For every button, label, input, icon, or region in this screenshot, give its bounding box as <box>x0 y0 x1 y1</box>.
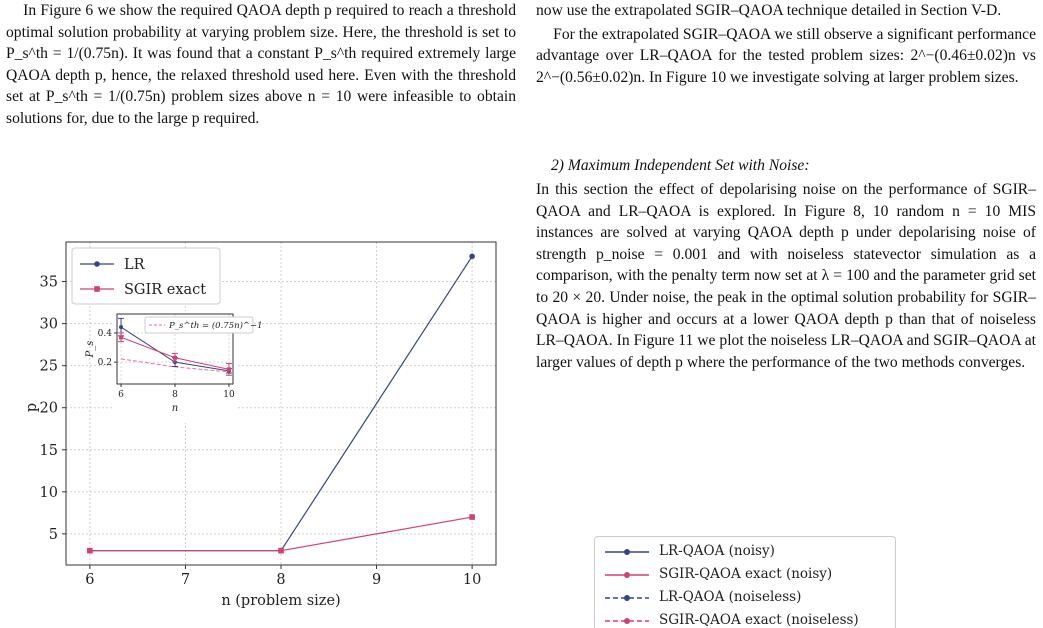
right-column <box>536 0 1036 88</box>
figure-8-legend <box>594 536 896 628</box>
inset-y-axis-label: P_s <box>85 340 96 358</box>
right-paragraph-1: For the extrapolated SGIR–QAOA we still observe a significant performance advantage over LR–QAOA for the tested problem sizes: 2^−(0.46±0.02)n vs 2^−(0.56±0.02)n. In Figure 10 we investigate solving at larger problem sizes. <box>536 25 1036 86</box>
legend-label: LR-QAOA (noisy) <box>659 543 775 559</box>
data-point <box>469 514 475 520</box>
inset-data-point <box>173 356 177 360</box>
legend-label: SGIR-QAOA exact (noiseless) <box>659 612 859 628</box>
legend-line-icon <box>603 614 653 628</box>
y-tick-label: 10 <box>39 484 58 501</box>
right-paragraph-0: now use the extrapolated SGIR–QAOA technique detailed in Section V-D. <box>536 2 1002 19</box>
y-tick-label: 5 <box>48 526 58 543</box>
inset-y-tick-label: 0.2 <box>97 358 112 369</box>
legend-line-icon <box>603 568 653 582</box>
data-point <box>469 253 475 259</box>
data-point <box>278 548 284 554</box>
legend-item-sgir-noisy <box>595 564 895 588</box>
x-tick-label: 6 <box>85 572 95 588</box>
inset-x-tick-label: 6 <box>118 390 124 400</box>
inset-x-tick-label: 10 <box>223 390 235 400</box>
y-tick-label: 20 <box>39 400 58 417</box>
inset-y-tick-label: 0.4 <box>97 328 112 339</box>
inset-legend-label: P_s^th = (0.75n)^−1 <box>169 321 263 331</box>
inset-data-point <box>119 325 123 329</box>
legend-line-icon <box>603 591 653 605</box>
inset-x-axis-label: n <box>171 403 179 414</box>
right-column-body <box>536 179 1036 373</box>
y-tick-label: 15 <box>39 442 58 459</box>
data-point <box>87 548 93 554</box>
y-tick-label: 35 <box>39 274 58 291</box>
legend-label: LR-QAOA (noiseless) <box>659 589 802 605</box>
inset-x-tick-label: 8 <box>172 390 178 400</box>
legend-label: LR <box>124 257 145 273</box>
x-tick-label: 9 <box>371 572 382 588</box>
subsection-heading: 2) Maximum Independent Set with Noise: <box>551 157 810 174</box>
legend-item-lr-noiseless <box>595 587 895 611</box>
x-tick-label: 10 <box>462 572 482 588</box>
left-paragraph-1: In Figure 6 we show the required QAOA depth p required to reach a threshold optimal solution probability at varying problem size. Here, the threshold is set to P_s^th = 1/(0.75n). It was found that a constant P_s^th required extremely large QAOA depth p, hence, the relaxed threshold used here. Even with the threshold set at P_s^th = 1/(0.75n) problem sizes above n = 10 were infeasible to obtain solutions for, due to the large p required. <box>6 2 516 127</box>
y-tick-label: 25 <box>39 358 58 375</box>
legend-item-lr-noisy <box>595 541 895 565</box>
left-column <box>6 0 516 130</box>
x-tick-label: 7 <box>180 572 191 588</box>
y-axis-label: p <box>24 402 40 413</box>
legend-line-icon <box>603 545 653 559</box>
x-tick-label: 8 <box>276 572 286 588</box>
legend-item-sgir-noiseless <box>595 610 895 628</box>
legend-label: SGIR exact <box>124 282 207 298</box>
legend-marker <box>94 286 100 292</box>
chart-svg <box>0 228 520 627</box>
y-tick-label: 30 <box>39 316 58 333</box>
legend-marker <box>94 261 100 267</box>
inset-data-point <box>227 367 231 371</box>
x-axis-label: n (problem size) <box>221 593 341 609</box>
figure-6-chart <box>0 228 520 627</box>
legend-label: SGIR-QAOA exact (noisy) <box>659 566 833 582</box>
right-paragraph-2: In this section the effect of depolarising noise on the performance of SGIR–QAOA and LR–QAOA is explored. In Figure 8, 10 random n = 10 MIS instances are solved at varying QAOA depth p under depolarising noise of strength p_noise = 0.001 and with noiseless statevector simulation as a comparison, with the penalty term now set at λ = 100 and the parameter grid set to 20 × 20. Under noise, the peak in the optimal solution probability for SGIR–QAOA is higher and occurs at a lower QAOA depth p than that of noiseless LR–QAOA. In Figure 11 we plot the noiseless LR–QAOA and SGIR–QAOA at larger values of depth p where the performance of the two methods converges. <box>536 181 1036 371</box>
inset-data-point <box>119 335 123 339</box>
